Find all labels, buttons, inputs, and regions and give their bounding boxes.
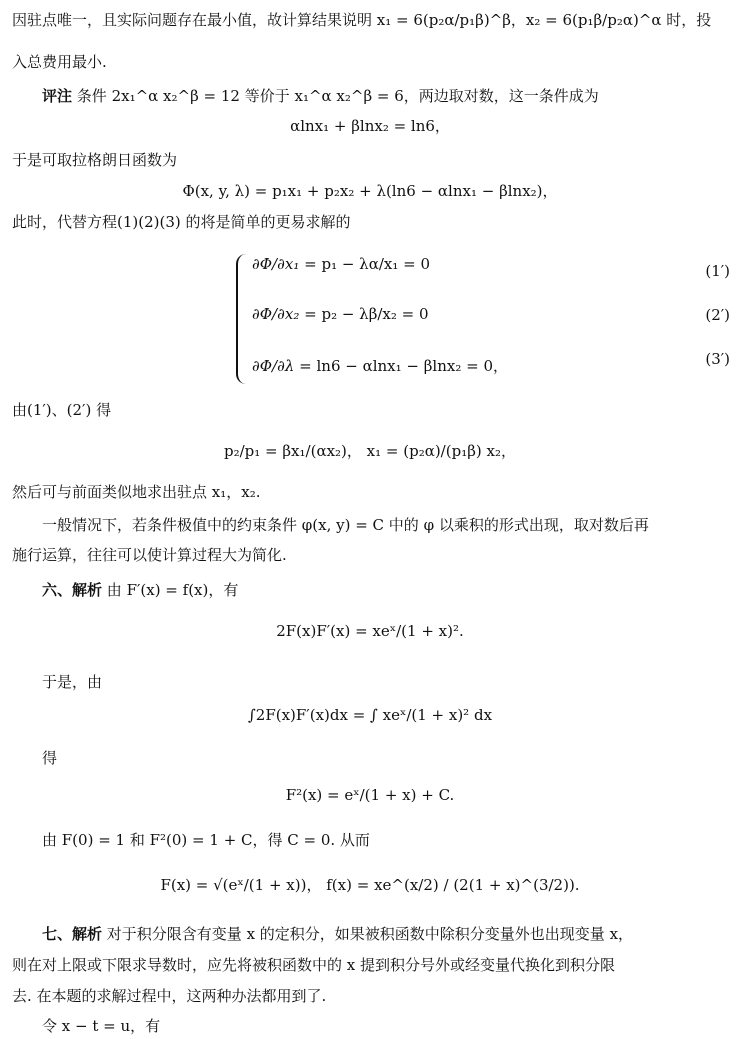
paragraph-line: 然后可与前面类似地求出驻点 x₁，x₂. [12,483,261,501]
equation-lagrange: Φ(x, y, λ) = p₁x₁ + p₂x₂ + λ(ln6 − αlnx₁ − βlnx₂)， [182,182,558,200]
section-six [42,580,732,600]
equation-tag: (2′) [705,306,730,324]
system-brace [236,254,248,384]
partial-lhs: ∂Φ/∂λ [252,357,295,375]
note-text: 条件 2x₁^α x₂^β = 12 等价于 x₁^α x₂^β = 6，两边取对数，这一条件成为 [76,87,599,105]
system-rhs: = p₁ − λα/x₁ = 0 [304,255,430,273]
system-eq-2 [252,305,429,323]
paragraph-line: 施行运算，往往可以使计算过程大为简化. [12,546,287,564]
paragraph-line: 则在对上限或下限求导数时，应先将被积函数中的 x 提到积分号外或经变量代换化到积分限 [12,956,615,974]
section-seven [42,924,732,944]
partial-lhs: ∂Φ/∂x₂ [252,305,300,323]
paragraph-line: 入总费用最小. [12,53,107,71]
equation-F: F(x) = √(eˣ/(1 + x))， f(x) = xe^(x/2) / (2(1 + x)^(3/2)). [160,876,580,894]
equation-F2: F²(x) = eˣ/(1 + x) + C. [285,786,455,804]
note-label: 评注 [42,87,73,105]
paragraph-line: 去. 在本题的求解过程中，这两种办法都用到了. [12,987,327,1005]
system-rhs: = ln6 − αlnx₁ − βlnx₂ = 0， [299,357,509,375]
paragraph-line: 因驻点唯一，且实际问题存在最小值，故计算结果说明 x₁ = 6(p₂α/p₁β)^β，x₂ = 6(p₁β/p₂α)^α 时，投 [12,11,712,29]
system-eq-3 [252,355,508,376]
section-label: 六、解析 [42,581,103,599]
note-paragraph [42,86,732,106]
paragraph-line: 一般情况下，若条件极值中的约束条件 φ(x, y) = C 中的 φ 以乘积的形式出现，取对数后再 [42,516,649,534]
equation-tag: (3′) [705,350,730,368]
equation-log: αlnx₁ + βlnx₂ = ln6， [290,117,450,135]
paragraph-line: 得 [42,749,58,767]
paragraph-line: 于是，由 [42,673,103,691]
paragraph-line: 令 x − t = u，有 [42,1017,161,1035]
paragraph-line: 此时，代替方程(1)(2)(3) 的将是简单的更易求解的 [12,213,351,231]
equation-six: 2F(x)F′(x) = xeˣ/(1 + x)². [276,622,464,640]
equation-ratio: p₂/p₁ = βx₁/(αx₂)， x₁ = (p₂α)/(p₁β) x₂， [224,442,516,460]
paragraph-line: 于是可取拉格朗日函数为 [12,151,178,169]
section-text: 由 F′(x) = f(x)，有 [106,581,239,599]
equation-integral: ∫2F(x)F′(x)dx = ∫ xeˣ/(1 + x)² dx [247,706,493,724]
partial-lhs: ∂Φ/∂x₁ [252,255,300,273]
section-label: 七、解析 [42,925,103,943]
paragraph-line: 由(1′)、(2′) 得 [12,401,112,419]
system-rhs: = p₂ − λβ/x₂ = 0 [304,305,429,323]
system-eq-1 [252,255,430,273]
paragraph-line: 由 F(0) = 1 和 F²(0) = 1 + C，得 C = 0. 从而 [42,831,370,849]
section-text: 对于积分限含有变量 x 的定积分，如果被积函数中除积分变量外也出现变量 x， [106,925,634,943]
equation-tag: (1′) [705,262,730,280]
